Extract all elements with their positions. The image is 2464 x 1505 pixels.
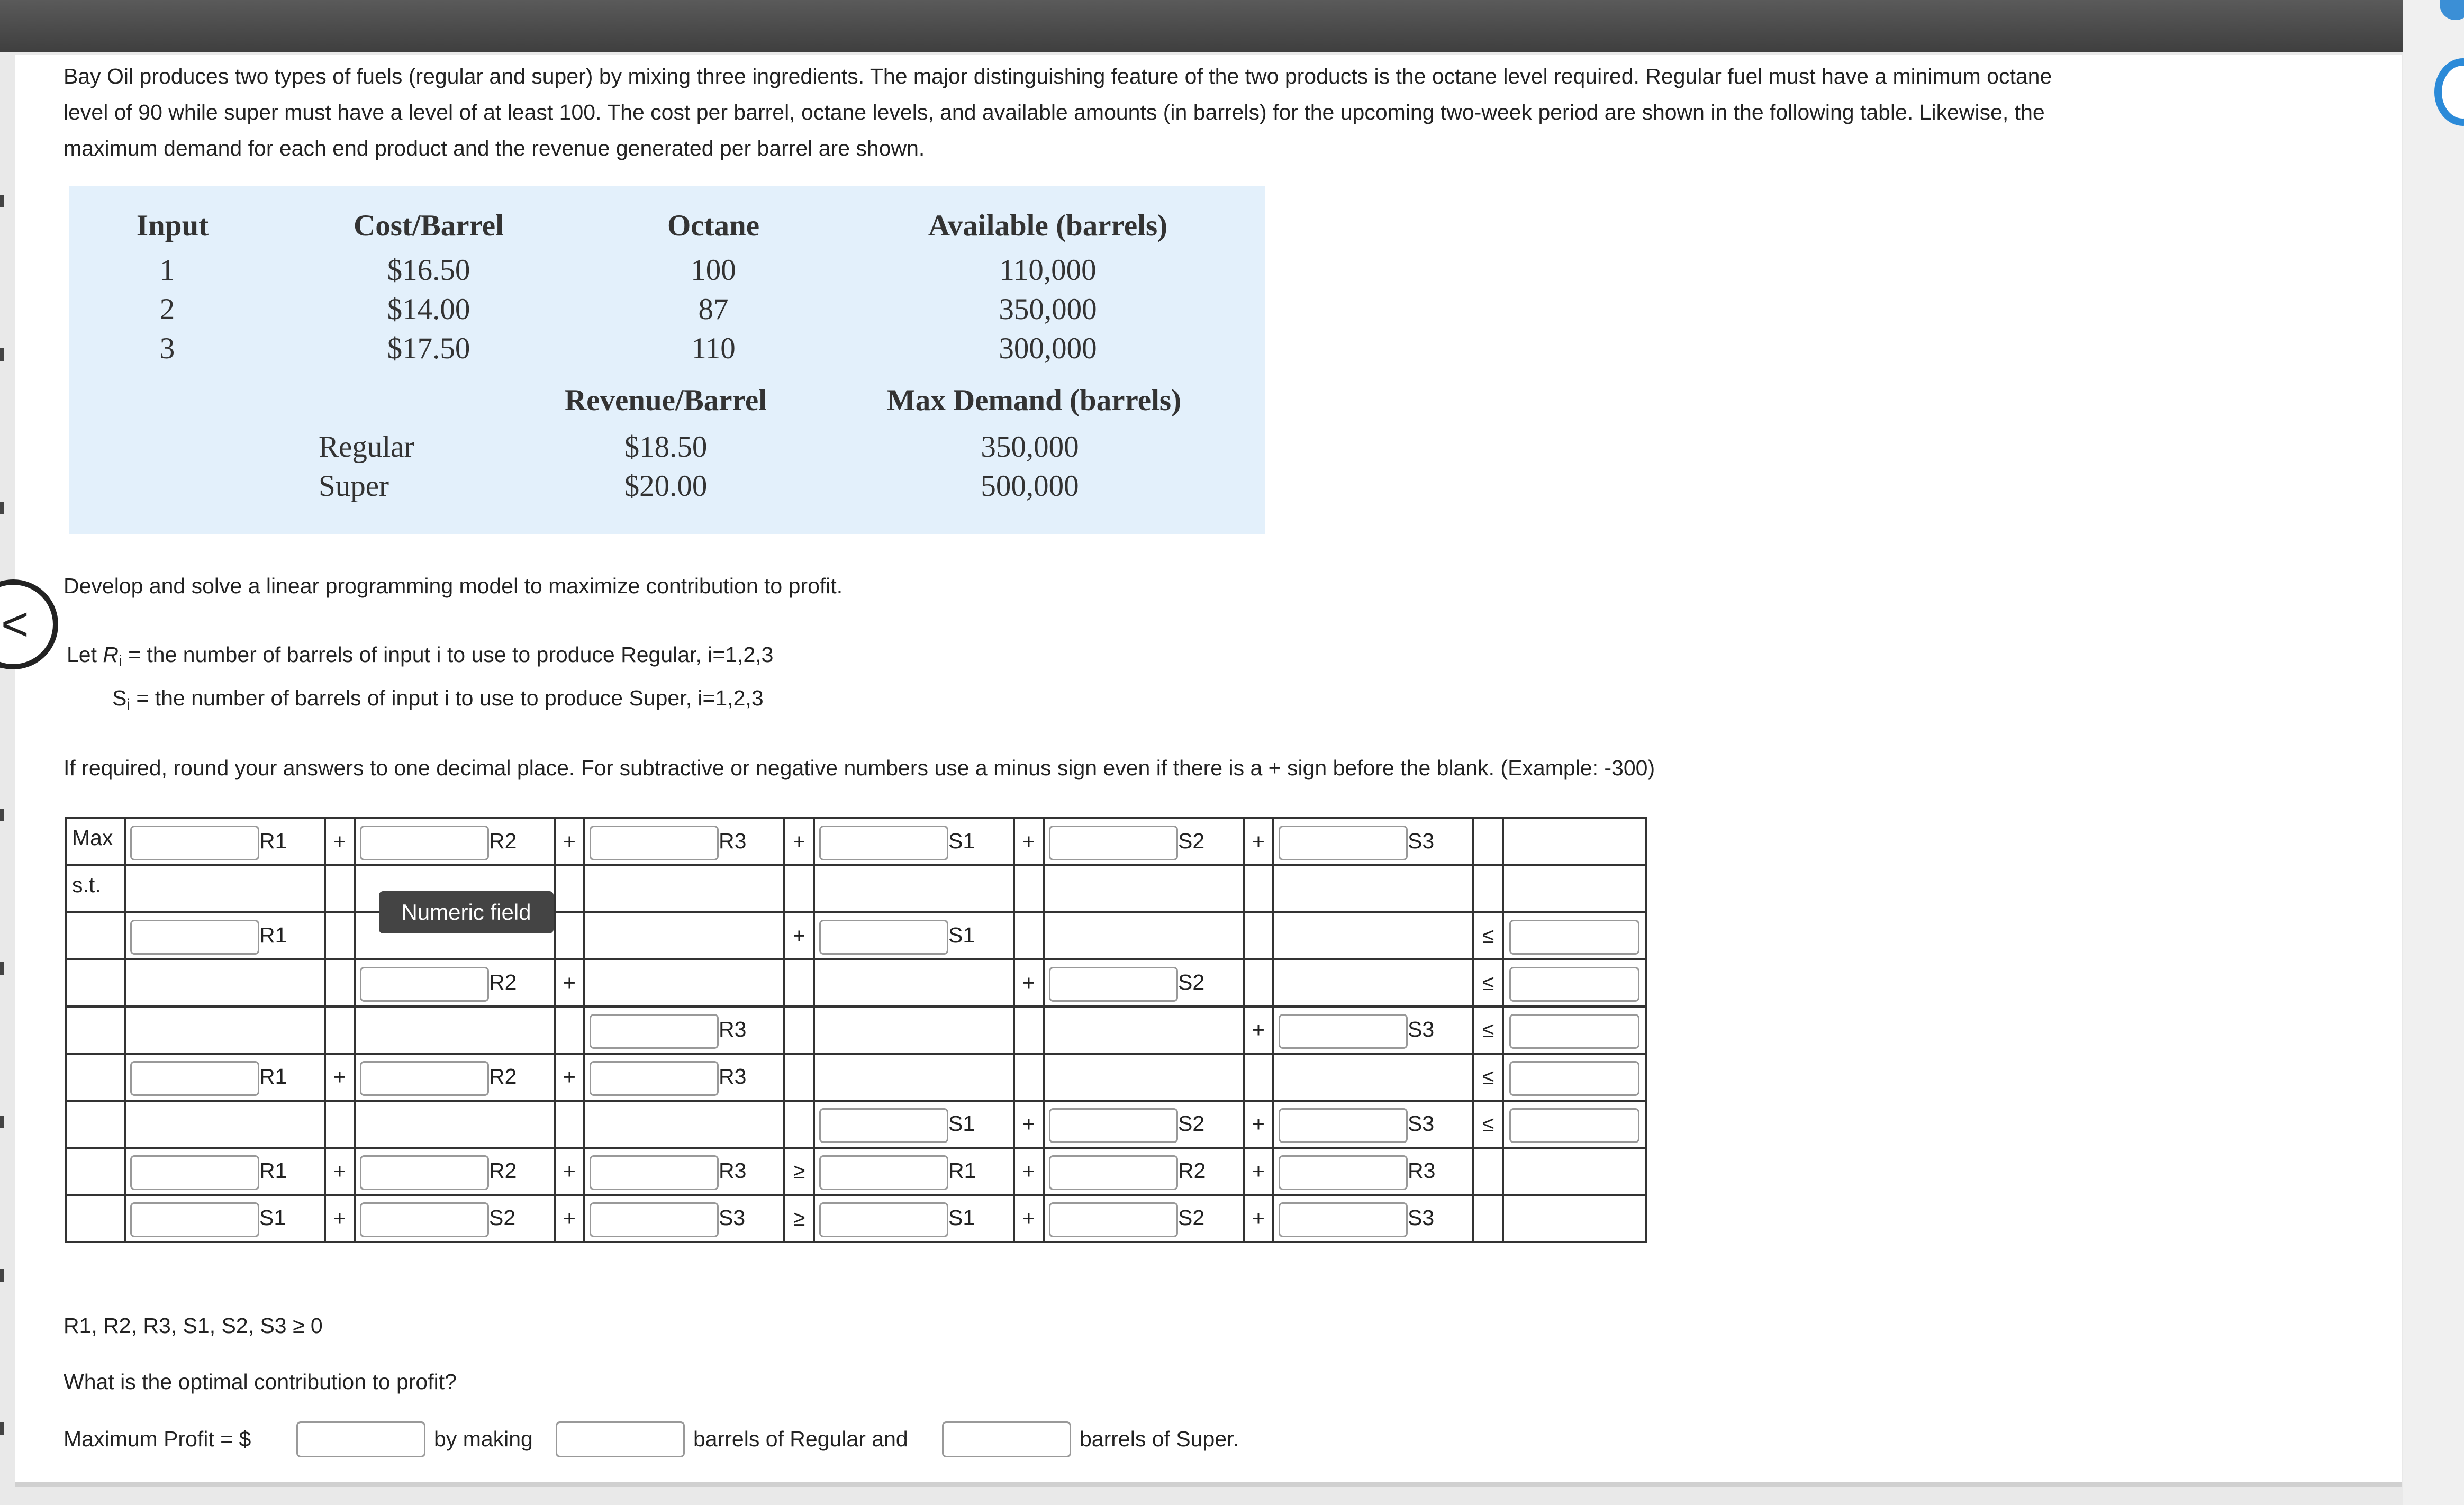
op-cell — [1244, 818, 1273, 865]
c3-coef-s3-input[interactable] — [1279, 1014, 1408, 1049]
plus-sign: + — [563, 971, 576, 995]
r-var: R — [103, 642, 119, 667]
plus-sign: + — [793, 923, 805, 948]
plus-sign: + — [1022, 971, 1035, 995]
cell-available: 110,000 — [999, 253, 1097, 287]
nonnegativity: R1, R2, R3, S1, S2, S3 ≥ 0 — [64, 1313, 323, 1338]
header-input: Input — [136, 209, 209, 242]
plus-sign: + — [333, 1206, 346, 1230]
plus-sign: + — [1022, 1206, 1035, 1230]
product-revenue: $18.50 — [624, 430, 708, 464]
cell-cost: $14.00 — [387, 293, 470, 326]
super-barrels-input[interactable] — [942, 1421, 1071, 1457]
constraint-row — [66, 1054, 1646, 1101]
var-label: S1 — [948, 829, 975, 853]
var-label: R3 — [1408, 1158, 1436, 1183]
var-label: R3 — [719, 1158, 747, 1183]
var-label: S2 — [489, 1205, 516, 1230]
header-demand: Max Demand (barrels) — [886, 384, 1182, 417]
c6-rhs-coef-r2-input[interactable] — [1049, 1155, 1178, 1190]
lp-model-table — [65, 817, 1647, 1243]
var-label: S3 — [1408, 829, 1435, 853]
obj-coef-s3-input[interactable] — [1279, 826, 1408, 860]
var-label: R2 — [489, 1064, 517, 1089]
st-row — [66, 865, 1646, 912]
r-subscript: i — [119, 652, 122, 670]
rhs-cell — [1503, 818, 1646, 865]
var-label: R1 — [259, 923, 287, 947]
c5-coef-s2-input[interactable] — [1049, 1108, 1178, 1143]
obj-coef-r1-input[interactable] — [130, 826, 259, 860]
var-label: R3 — [719, 1017, 747, 1041]
op-cell — [555, 818, 584, 865]
var-label: S1 — [948, 1205, 975, 1230]
plus-sign: + — [333, 1159, 346, 1183]
var-label: S3 — [1408, 1017, 1435, 1041]
profit-label: Maximum Profit = $ — [64, 1427, 251, 1451]
var-label: R1 — [259, 829, 287, 853]
s-definition: = the number of barrels of input i to use to produce Super, i=1,2,3 — [130, 686, 764, 710]
cell-available: 300,000 — [999, 332, 1097, 365]
header-cost: Cost/Barrel — [354, 209, 504, 242]
product-demand: 350,000 — [981, 430, 1079, 464]
ge-sign: ≥ — [793, 1206, 805, 1230]
le-sign: ≤ — [1482, 1112, 1494, 1136]
c7-coef-s3-input[interactable] — [590, 1202, 719, 1237]
coef-cell — [814, 818, 1014, 865]
left-edge-marks — [0, 52, 4, 1505]
let-label: Let — [67, 642, 97, 667]
plus-sign: + — [563, 1206, 576, 1230]
var-label: R3 — [719, 829, 747, 853]
var-label: S1 — [948, 923, 975, 947]
coef-cell — [1273, 818, 1473, 865]
var-label: S1 — [948, 1111, 975, 1136]
var-label: S3 — [1408, 1205, 1435, 1230]
plus-sign: + — [563, 829, 576, 854]
s-subscript: i — [126, 696, 131, 713]
c6-coef-r1-input[interactable] — [130, 1155, 259, 1190]
var-label: R1 — [259, 1158, 287, 1183]
bottom-divider — [15, 1482, 2402, 1487]
header-revenue: Revenue/Barrel — [564, 384, 767, 417]
obj-coef-s1-input[interactable] — [819, 826, 948, 860]
var-label: R2 — [489, 970, 517, 994]
plus-sign: + — [1022, 1159, 1035, 1183]
objective-row — [66, 818, 1646, 865]
right-sidebar-strip — [2403, 0, 2464, 1505]
le-sign: ≤ — [1482, 971, 1494, 995]
c4-coef-r1-input[interactable] — [130, 1061, 259, 1096]
product-name: Regular — [319, 430, 414, 464]
definition-r — [67, 642, 773, 670]
var-label: R1 — [259, 1064, 287, 1089]
var-label: S1 — [259, 1205, 286, 1230]
c7-rhs-coef-s3-input[interactable] — [1279, 1202, 1408, 1237]
coef-cell — [584, 818, 784, 865]
constraint-row — [66, 959, 1646, 1007]
c6-rhs-coef-r3-input[interactable] — [1279, 1155, 1408, 1190]
c7-coef-s2-input[interactable] — [360, 1202, 489, 1237]
input-data-table — [69, 186, 1265, 534]
constraint-row — [66, 1148, 1646, 1195]
var-label: R1 — [948, 1158, 976, 1183]
le-sign: ≤ — [1482, 1018, 1494, 1042]
plus-sign: + — [563, 1065, 576, 1089]
plus-sign: + — [1022, 829, 1035, 854]
c5-rhs-input[interactable] — [1509, 1108, 1639, 1143]
op-cell — [1014, 818, 1044, 865]
browser-top-bar — [0, 0, 2464, 52]
product-revenue: $20.00 — [624, 469, 708, 503]
c6-coef-r3-input[interactable] — [590, 1155, 719, 1190]
plus-sign: + — [563, 1159, 576, 1183]
c6-rhs-coef-r1-input[interactable] — [819, 1155, 948, 1190]
plus-sign: + — [333, 829, 346, 854]
var-label: S3 — [719, 1205, 746, 1230]
cell-available: 350,000 — [999, 293, 1097, 326]
obj-coef-r2-input[interactable] — [360, 826, 489, 860]
c3-coef-r3-input[interactable] — [590, 1014, 719, 1049]
var-label: R2 — [1178, 1158, 1206, 1183]
cell-octane: 87 — [698, 293, 729, 326]
c2-coef-r2-input[interactable] — [360, 967, 489, 1002]
problem-line: level of 90 while super must have a level of at least 100. The cost per barrel, octane levels, and available amounts (in barrels) for the upcoming two-week period are shown in the following table. Likewise, the — [64, 100, 2045, 124]
var-label: R2 — [489, 829, 517, 853]
plus-sign: + — [1252, 1206, 1265, 1230]
chevron-left-icon: < — [1, 598, 29, 651]
c1-coef-s1-input[interactable] — [819, 920, 948, 955]
c7-rhs-coef-s1-input[interactable] — [819, 1202, 948, 1237]
obj-coef-s2-input[interactable] — [1049, 826, 1178, 860]
coef-cell — [1044, 818, 1244, 865]
r-definition: = the number of barrels of input i to use to produce Regular, i=1,2,3 — [122, 642, 774, 667]
s-var: S — [112, 686, 127, 710]
c5-coef-s1-input[interactable] — [819, 1108, 948, 1143]
constraint-row — [66, 912, 1646, 959]
var-label: S2 — [1178, 970, 1205, 994]
op-cell — [784, 818, 814, 865]
ge-sign: ≥ — [793, 1159, 805, 1183]
c4-coef-r2-input[interactable] — [360, 1061, 489, 1096]
c5-coef-s3-input[interactable] — [1279, 1108, 1408, 1143]
header-octane: Octane — [667, 209, 760, 242]
definition-s — [112, 686, 764, 714]
rounding-note: If required, round your answers to one decimal place. For subtractive or negative numbers use a minus sign even if there is a + sign before the blank. (Example: -300) — [64, 756, 1655, 780]
cell-cost: $17.50 — [387, 332, 470, 365]
max-profit-input[interactable] — [296, 1421, 425, 1457]
le-sign: ≤ — [1482, 923, 1494, 948]
c1-coef-r1-input[interactable] — [130, 920, 259, 955]
c4-coef-r3-input[interactable] — [590, 1061, 719, 1096]
c3-rhs-input[interactable] — [1509, 1014, 1639, 1049]
le-sign: ≤ — [1482, 1065, 1494, 1089]
c2-coef-s2-input[interactable] — [1049, 967, 1178, 1002]
regular-barrels-input[interactable] — [556, 1421, 685, 1457]
c2-rhs-input[interactable] — [1509, 967, 1639, 1002]
plus-sign: + — [1252, 1159, 1265, 1183]
question-text: What is the optimal contribution to profit? — [64, 1370, 457, 1394]
regular-label: barrels of Regular and — [693, 1427, 908, 1451]
coef-cell — [125, 818, 325, 865]
var-label: R2 — [489, 1158, 517, 1183]
var-label: S3 — [1408, 1111, 1435, 1136]
max-label: Max — [66, 818, 125, 865]
cell-octane: 100 — [691, 253, 736, 287]
c1-rhs-input[interactable] — [1509, 920, 1639, 955]
super-label: barrels of Super. — [1080, 1427, 1239, 1451]
by-making-label: by making — [434, 1427, 533, 1451]
c7-rhs-coef-s2-input[interactable] — [1049, 1202, 1178, 1237]
st-label: s.t. — [66, 865, 125, 912]
cell-input: 3 — [159, 332, 175, 365]
problem-statement — [64, 58, 2371, 166]
plus-sign: + — [1252, 1018, 1265, 1042]
var-label: S2 — [1178, 1205, 1205, 1230]
var-label: S2 — [1178, 1111, 1205, 1136]
plus-sign: + — [1252, 1112, 1265, 1136]
product-demand: 500,000 — [981, 469, 1079, 503]
var-label: R3 — [719, 1064, 747, 1089]
op-cell — [1473, 818, 1503, 865]
cell-input: 2 — [159, 293, 175, 326]
problem-line: maximum demand for each end product and the revenue generated per barrel are shown. — [64, 136, 925, 160]
plus-sign: + — [1022, 1112, 1035, 1136]
var-label: S2 — [1178, 829, 1205, 853]
c7-coef-s1-input[interactable] — [130, 1202, 259, 1237]
constraint-row — [66, 1195, 1646, 1242]
cell-octane: 110 — [691, 332, 736, 365]
numeric-field-tooltip: Numeric field — [379, 891, 554, 933]
constraint-row — [66, 1007, 1646, 1054]
cell-cost: $16.50 — [387, 253, 470, 287]
c4-rhs-input[interactable] — [1509, 1061, 1639, 1096]
plus-sign: + — [333, 1065, 346, 1089]
plus-sign: + — [793, 829, 805, 854]
problem-line: Bay Oil produces two types of fuels (regular and super) by mixing three ingredients. The major distinguishing feature of the two products is the octane level required. Regular fuel must have a minimum octane — [64, 64, 2052, 88]
c6-coef-r2-input[interactable] — [360, 1155, 489, 1190]
product-name: Super — [319, 469, 389, 503]
develop-instruction: Develop and solve a linear programming model to maximize contribution to profit. — [64, 574, 843, 598]
op-cell — [325, 818, 355, 865]
header-available: Available (barrels) — [928, 209, 1168, 242]
constraint-row — [66, 1101, 1646, 1148]
obj-coef-r3-input[interactable] — [590, 826, 719, 860]
coef-cell — [355, 818, 555, 865]
plus-sign: + — [1252, 829, 1265, 854]
cell-input: 1 — [159, 253, 175, 287]
